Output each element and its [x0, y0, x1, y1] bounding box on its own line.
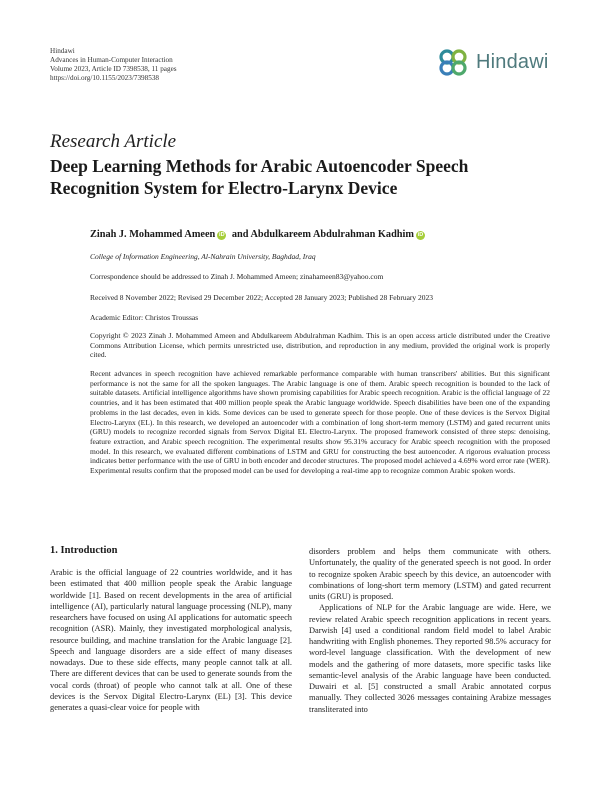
section-heading: 1. Introduction: [50, 545, 118, 556]
copyright-notice: Copyright © 2023 Zinah J. Mohammed Ameen and Abdulkareem Abdulrahman Kadhim. This is an open access article distributed under the Creative Commons Attribution License, which permits unrestricted use, distribution, and reproduction in any medium, provided the original work is properly cited.: [90, 331, 550, 359]
author-name[interactable]: Abdulkareem Abdulrahman Kadhim: [250, 229, 414, 240]
orcid-icon[interactable]: iD: [417, 232, 424, 238]
author-joiner: and: [231, 229, 249, 240]
body-paragraph: disorders problem and helps them communicate with others. Unfortunately, the quality of the generated speech is not good. In order to recognize spoken Arabic speech by this device, an autoencoder with combinations of long-short term memory (LSTM) and gated recurrent units (GRU) is proposed.: [309, 547, 551, 601]
correspondence: Correspondence should be addressed to Zinah J. Mohammed Ameen; zinahameen83@yahoo.com: [90, 272, 384, 281]
abstract: Recent advances in speech recognition have achieved remarkable performance comparable with human transcribers' abilities. But this significant performance is not the same for all the spoken languages. The Arabic language is one of them. Arabic speech recognition is bounded to the lack of suitable datasets. Artificial intelligence algorithms have shown promising capabilities for Arabic speech recognition. Arabic is the official language of 22 countries, and it has been estimated that 400 million people speak the Arabic language worldwide. Speech disabilities have been one of the expanding problems in the last decades, even in kids. Some devices can be used to generate speech for those people. One of these devices is the Servox Digital Electro-Larynx (EL). In this research, we developed an autoencoder with a combination of long short-term memory (LSTM) and gated recurrent units (GRU) models to recognize recorded signals from Servox Digital EL Electro-Larynx. The proposed framework consisted of three steps: denoising, feature extraction, and Arabic speech recognition. The experimental results show 95.31% accuracy for Arabic speech recognition with the proposed model. In this research, we evaluated different combinations of LSTM and GRU for constructing the best autoencoder. A rigorous evaluation process indicates better performance with the use of GRU in both encoder and decoder structures. The proposed model achieved a 4.69% word error rate (WER). Experimental results confirm that the proposed model can be used for developing a real-time app to recognize common Arabic spoken words.: [90, 369, 550, 476]
doi-link[interactable]: https://doi.org/10.1155/2023/7398538: [50, 73, 160, 82]
publication-dates: Received 8 November 2022; Revised 29 December 2022; Accepted 28 January 2023; Published 28 February 2023: [90, 293, 434, 302]
paper-title: Deep Learning Methods for Arabic Autoencoder Speech Recognition System for Electro-Larynx Device: [50, 156, 469, 198]
right-column: [309, 546, 551, 715]
hindawi-logo: [436, 46, 556, 78]
author-list: [90, 229, 428, 240]
volume-line: Volume 2023, Article ID 7398538, 11 pages: [50, 64, 177, 73]
left-column: [50, 545, 292, 713]
body-paragraph: Arabic is the official language of 22 countries worldwide, and it has been estimated that 400 million people speak the Arabic language worldwide [1]. Based on recent developments in the area of artificial intelligence (AI), particularly natural language processing (NLP), many researchers have focused on using AI applications for automatic speech recognition (ASR). Mainly, they investigated morphological analysis, resource building, and machine translation for the Arabic language [2]. Speech and language disorders are a side effect of many diseases nowadays. Due to these side effects, many people cannot talk at all. There are different devices that can be used to generate sounds from the vocal cords (throat) of people who cannot talk at all. One of these devices is the Servox Digital Electro-Larynx (EL) [3]. This device generates a quasi-clear voice for people with: [50, 568, 292, 712]
journal-name: Advances in Human-Computer Interaction: [50, 55, 173, 64]
journal-info: [50, 47, 177, 83]
author-name[interactable]: Zinah J. Mohammed Ameen: [90, 229, 216, 240]
academic-editor: Academic Editor: Christos Troussas: [90, 313, 199, 322]
affiliation: College of Information Engineering, Al-Nahrain University, Baghdad, Iraq: [90, 252, 316, 261]
orcid-icon[interactable]: iD: [219, 232, 225, 238]
hindawi-logo-icon: [436, 46, 472, 78]
publisher-name: Hindawi: [50, 47, 75, 55]
logo-wordmark: Hindawi: [476, 50, 549, 73]
body-paragraph: Applications of NLP for the Arabic language are wide. Here, we review related Arabic speech recognition applications in recent years. Darwish [4] used a conditional random field model to label Arabic handwriting with English phonemes. They reported 98.5% accuracy for word-level language classification. With the development of new models and the gathering of more datasets, more specific tasks like semantic-level analysis of the Arabic language have been conducted. Duwairi et al. [5] constructed a small Arabic annotated corpus manually. They collected 3026 messages containing Arabize messages transliterated into: [309, 603, 551, 714]
article-type: Research Article: [50, 131, 177, 152]
